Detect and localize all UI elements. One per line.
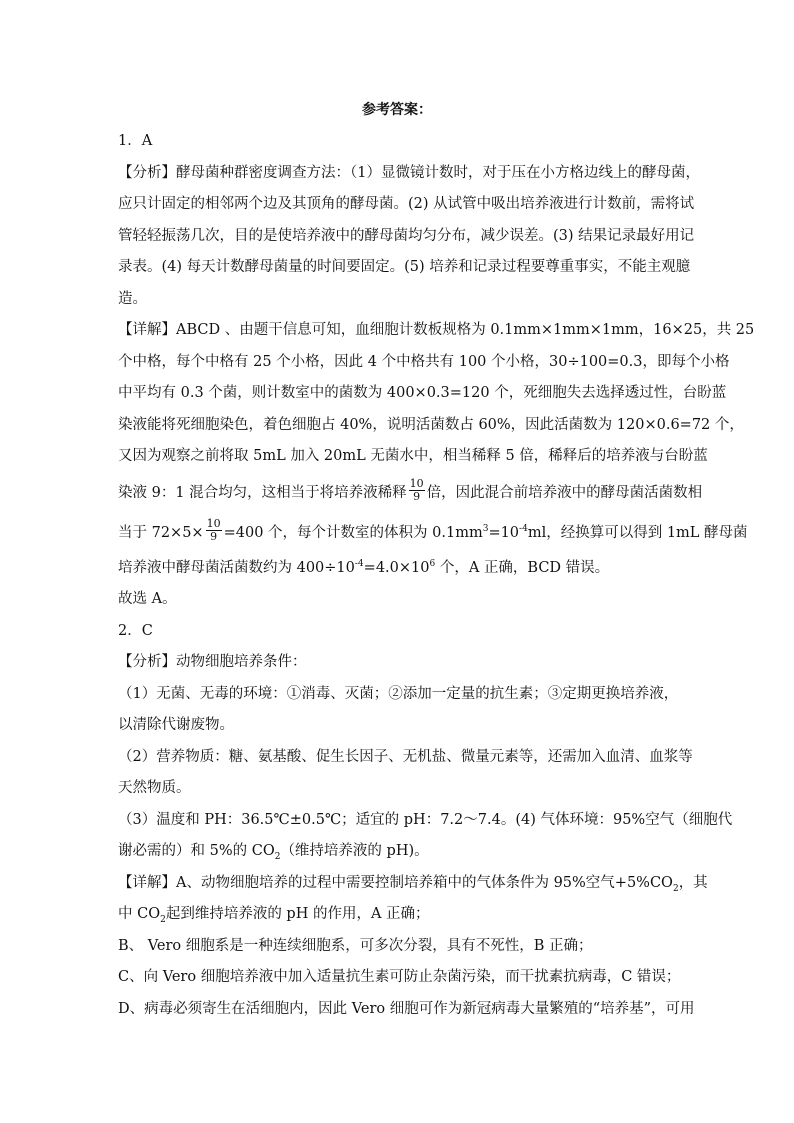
fraction-denominator: 9 <box>210 530 218 543</box>
fraction-numerator: 10 <box>409 477 424 490</box>
q2-detail-line-2 <box>118 899 676 931</box>
q2-item-3: （3）温度和 PH：36.5℃±0.5℃；适宜的 pH：7.2～7.4。(4) 气体环境：95%空气（细胞代 <box>118 811 733 828</box>
q2-option-c: C、向 Vero 细胞培养液中加入适量抗生素可防止杂菌污染，而干扰素抗病毒，C 错误； <box>118 969 681 985</box>
subscript: 2 <box>160 914 166 925</box>
q1-detail-line-8 <box>118 553 676 585</box>
q1-analysis-line-1 <box>118 158 700 190</box>
page-title: 参考答案： <box>362 102 432 118</box>
text: =10 <box>488 524 520 541</box>
fraction-denominator: 9 <box>413 490 421 503</box>
q1-analysis-line-5: 造。 <box>118 290 147 307</box>
text: 谢必需的）和 5%的 CO <box>118 843 275 859</box>
q1-detail-line-5: 又因为观察之前将取 5mL 加入 20mL 无菌水中，相当稀释 5 倍，稀释后的培养液与台盼蓝 <box>118 448 708 464</box>
q1-analysis-line-2: 应只计固定的相邻两个边及其顶角的酵母菌。(2) 从试管中吸出培养液进行计数前，需将试 <box>118 196 695 212</box>
text: 起到维持培养液的 pH 的作用，A 正确； <box>165 906 430 922</box>
superscript: -4 <box>519 523 528 534</box>
q2-item-2-cont: 天然物质。 <box>118 780 191 796</box>
q2-analysis-head <box>118 647 676 679</box>
text: 培养液中酵母菌活菌数约为 400÷10 <box>118 559 355 576</box>
subscript: 2 <box>274 851 281 862</box>
text: 当于 72×5× <box>118 524 204 541</box>
fraction-numerator: 10 <box>206 517 221 530</box>
analysis-label: 【分析】 <box>118 654 176 670</box>
q1-detail-line-7 <box>118 513 748 553</box>
q2-option-b: B、 Vero 细胞系是一种连续细胞系，可多次分裂，具有不死性，B 正确； <box>118 937 593 954</box>
q2-item-1: （1）无菌、无毒的环境：①消毒、灭菌；②添加一定量的抗生素；③定期更换培养液， <box>118 685 679 702</box>
text: 动物细胞培养条件： <box>176 654 307 670</box>
superscript: -4 <box>354 558 364 569</box>
text: A、动物细胞培养的过程中需要控制培养箱中的气体条件为 95%空气+5%CO <box>176 874 673 891</box>
text: =400 个，每个计数室的体积为 0.1mm <box>223 524 483 541</box>
text: ，其 <box>678 874 708 891</box>
text: =4.0×10 <box>363 559 430 576</box>
detail-label: 【详解】 <box>118 874 176 891</box>
text: 个，A 正确，BCD 错误。 <box>435 559 610 576</box>
analysis-label: 【分析】 <box>118 164 176 181</box>
q1-detail-line-1 <box>118 315 755 347</box>
text: 中 CO <box>118 906 161 922</box>
q2-item-2: （2）营养物质：糖、氨基酸、促生长因子、无机盐、微量元素等，还需加入血清、血浆等 <box>118 748 693 765</box>
superscript: 3 <box>482 523 489 534</box>
q1-conclusion: 故选 A。 <box>118 591 177 607</box>
q2-item-3-cont <box>118 836 676 868</box>
fraction <box>206 518 222 543</box>
q2-number: 2．C <box>118 622 153 639</box>
q1-detail-line-4: 染液能将死细胞染色，着色细胞占 40%，说明活菌数占 60%，因此活菌数为 120×0.6=72 个， <box>118 416 744 433</box>
superscript: 6 <box>429 558 436 569</box>
text: 倍，因此混合前培养液中的酵母菌活菌数相 <box>426 484 703 501</box>
q1-detail-line-6 <box>118 473 703 513</box>
detail-label: 【详解】 <box>118 322 176 338</box>
q2-option-d: D、病毒必须寄生在活细胞内，因此 Vero 细胞可作为新冠病毒大量繁殖的“培养基”，可用 <box>118 1000 695 1017</box>
text: ABCD 、由题干信息可知，血细胞计数板规格为 0.1mm×1mm×1mm，16×25，共 25 <box>176 322 755 338</box>
q1-number: 1．A <box>118 133 153 149</box>
fraction <box>409 478 425 503</box>
text: （维持培养液的 pH)。 <box>280 843 429 859</box>
q1-analysis-line-4: 录表。(4) 每天计数酵母菌量的时间要固定。(5) 培养和记录过程要尊重事实，不能主观臆 <box>118 259 691 275</box>
text: 染液 9：1 混合均匀，这相当于将培养液稀释 <box>118 484 407 501</box>
text: 酵母菌种群密度调查方法：（1）显微镜计数时，对于压在小方格边线上的酵母菌， <box>176 164 700 181</box>
q2-detail-line-1 <box>118 868 708 900</box>
q1-detail-line-2: 个中格，每个中格有 25 个小格，因此 4 个中格共有 100 个小格，30÷100=0.3，即每个小格 <box>118 353 730 370</box>
text: ml，经换算可以得到 1mL 酵母菌 <box>527 524 748 541</box>
q1-detail-line-3: 中平均有 0.3 个菌，则计数室中的菌数为 400×0.3=120 个，死细胞失去选择透过性，台盼蓝 <box>118 385 727 401</box>
q2-item-1-cont: 以清除代谢废物。 <box>118 717 234 733</box>
subscript: 2 <box>672 883 679 894</box>
q1-analysis-line-3: 管轻轻振荡几次，目的是使培养液中的酵母菌均匀分布，减少误差。(3) 结果记录最好用记 <box>118 227 695 244</box>
